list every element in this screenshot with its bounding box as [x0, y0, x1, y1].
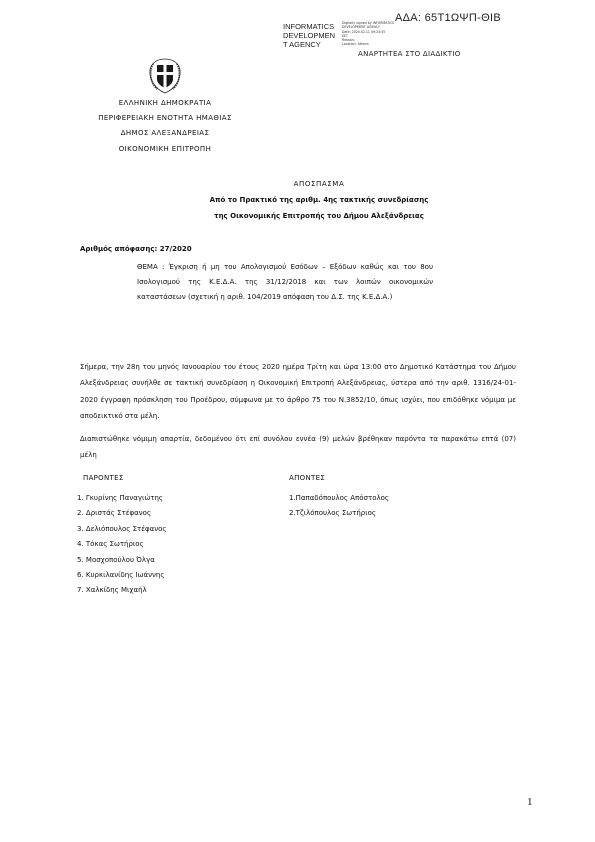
digital-signature-block [342, 21, 394, 47]
agency-line: INFORMATICS [283, 22, 335, 31]
list-item: 6. Κυρκιλανίδης Ιωάννης [77, 571, 165, 580]
posted-online-label: ΑΝΑΡΤΗΤΕΑ ΣΤΟ ΔΙΑΔΙΚΤΙΟ [358, 50, 461, 58]
agency-line: DEVELOPMEN [283, 31, 336, 40]
authority-line: ΔΗΜΟΣ ΑΛΕΞΑΝΔΡΕΙΑΣ [120, 129, 210, 138]
quorum-paragraph: Διαπιστώθηκε νόμιμη απαρτία, δεδομένου ότι επί συνόλου εννέα (9) μελών βρέθηκαν παρόντα τα παρακάτω επτά (07) μέλη [80, 435, 516, 460]
greek-emblem-icon [145, 57, 185, 95]
list-item: 2. Δριστάς Στέφανος [77, 509, 152, 518]
signature-line: Date: 2020.02.11 09:24:55 [342, 29, 386, 34]
list-item: 4. Τόκας Σωτήριος [77, 540, 144, 549]
list-item: 7. Χαλκίδης Μιχαήλ [77, 586, 147, 595]
decision-number-label: Αριθμός απόφασης: [80, 245, 158, 253]
authority-line: ΕΛΛΗΝΙΚΗ ΔΗΜΟΚΡΑΤΙΑ [118, 99, 212, 107]
present-list [77, 491, 167, 599]
list-item: 2.Τζιλόπουλος Σωτήριος [289, 509, 377, 518]
agency-name [283, 22, 335, 49]
absent-list [289, 491, 389, 522]
list-item: 1. Γκυρίνης Παναγιώτης [77, 494, 164, 502]
document-title: ΑΠΟΣΠΑΣΜΑ [293, 180, 345, 188]
signature-line: Digitally signed by INFORMATICS [342, 21, 395, 25]
authority-line: ΠΕΡΙΦΕΡΕΙΑΚΗ ΕΝΟΤΗΤΑ ΗΜΑΘΙΑΣ [98, 114, 232, 123]
signature-line: Location: Athens [342, 42, 369, 47]
document-subtitle: Από το Πρακτικό της αριθμ. 4ης τακτικής συνεδρίασης [209, 196, 429, 204]
authority-line: ΟΙΚΟΝΟΜΙΚΗ ΕΠΙΤΡΟΠΗ [118, 144, 212, 153]
meeting-paragraph: Σήμερα, την 28η του μηνός Ιανουαρίου του έτους 2020 ημέρα Τρίτη και ώρα 13:00 στο Δημοτικό Κατάστημα του Δήμου Αλεξάνδρειας συνήλθε σε τακτική συνεδρίαση η Οικονομική Επιτροπή Αλεξάνδρειας, ύστερα από την αριθ. 1316/24-01-2020 έγγραφη πρόσκληση του Προέδρου, σύμφωνα με το άρθρο 75 του Ν.3852/10, όπως ισχύει, που επιδόθηκε νόμιμα με αποδεικτικό στα μέλη. [80, 363, 516, 421]
ada-code: ΑΔΑ: 65Τ1ΩΨΠ-ΘΙΒ [395, 12, 501, 24]
decision-number-value: 27/2020 [159, 245, 192, 253]
present-header: ΠΑΡΟΝΤΕΣ [83, 474, 124, 482]
signature-line: EET [342, 33, 348, 38]
authority-block [70, 96, 260, 157]
page-number: 1 [527, 796, 533, 808]
agency-line: T AGENCY [283, 40, 321, 49]
decision-number [80, 245, 192, 253]
signature-line: DEVELOPMENT AGENCY [342, 25, 380, 30]
absent-header: ΑΠΟΝΤΕΣ [289, 474, 326, 482]
list-item: 5. Μοσχοπούλου Όλγα [77, 555, 155, 564]
decision-subject: ΘΕΜΑ : Έγκριση ή μη του Απολογισμού Εσόδων – Εξόδων καθώς και του 8ου Ισολογισμού της Κ.Ε.Δ.Α. της 31/12/2018 και των λοιπών οικονομικών καταστάσεων (σχετική η αριθ. 104/2019 απόφαση του Δ.Σ. της Κ.Ε.Δ.Α.) [137, 263, 433, 302]
document-subtitle: της Οικονομικής Επιτροπής του Δήμου Αλεξάνδρειας [214, 212, 424, 220]
signature-line: Reason: [342, 38, 355, 43]
list-item: 1.Παπαδόπουλος Απόστολος [289, 494, 390, 502]
list-item: 3. Δελιόπουλος Στέφανος [77, 524, 167, 533]
